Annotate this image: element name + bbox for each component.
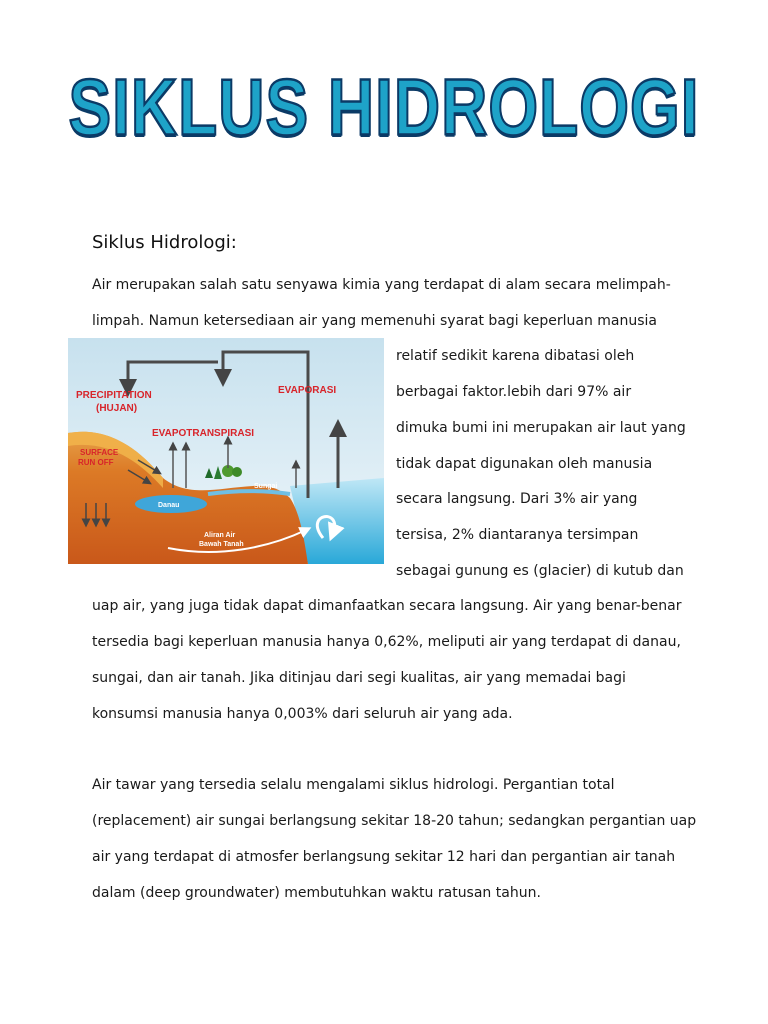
text-line: relatif sedikit karena dibatasi oleh xyxy=(396,348,635,364)
text-line: limpah. Namun ketersediaan air yang memenuhi syarat bagi keperluan manusia xyxy=(92,313,657,329)
section-heading: Siklus Hidrologi: xyxy=(92,232,237,253)
page-title: SIKLUS HIDROLOGI xyxy=(68,62,700,152)
text-line: tersisa, 2% diantaranya tersimpan xyxy=(396,527,639,543)
text-line: air yang terdapat di atmosfer berlangsung sekitar 12 hari dan pergantian air tanah xyxy=(92,849,676,865)
label-evaporasi: EVAPORASI xyxy=(278,385,337,396)
text-line: tersedia bagi keperluan manusia hanya 0,62%, meliputi air yang terdapat di danau, xyxy=(92,634,681,650)
text-line: (replacement) air sungai berlangsung sekitar 18-20 tahun; sedangkan pergantian uap xyxy=(92,813,697,829)
text-line: dalam (deep groundwater) membutuhkan waktu ratusan tahun. xyxy=(92,885,541,901)
label-aliran-air: Aliran Air xyxy=(204,532,236,539)
text-line: uap air, yang juga tidak dapat dimanfaatkan secara langsung. Air yang benar-benar xyxy=(92,598,682,614)
text-line: dimuka bumi ini merupakan air laut yang xyxy=(396,420,686,436)
text-line: Air tawar yang tersedia selalu mengalami siklus hidrologi. Pergantian total xyxy=(92,777,615,793)
label-hujan: (HUJAN) xyxy=(96,403,138,414)
text-line: sungai, dan air tanah. Jika ditinjau dari segi kualitas, air yang memadai bagi xyxy=(92,670,626,686)
text-line: secara langsung. Dari 3% air yang xyxy=(396,491,638,507)
label-precipitation: PRECIPITATION xyxy=(76,390,152,401)
label-surface: SURFACE xyxy=(80,448,119,457)
text-line: berbagai faktor.lebih dari 97% air xyxy=(396,384,632,400)
label-bawah-tanah: Bawah Tanah xyxy=(199,541,244,548)
hydrologic-cycle-diagram xyxy=(68,338,384,564)
label-evapotranspirasi: EVAPOTRANSPIRASI xyxy=(152,428,255,439)
text-line: Air merupakan salah satu senyawa kimia yang terdapat di alam secara melimpah- xyxy=(92,277,671,293)
label-danau: Danau xyxy=(158,502,180,509)
text-line: tidak dapat digunakan oleh manusia xyxy=(396,456,653,472)
label-runoff: RUN OFF xyxy=(78,458,114,467)
text-line: konsumsi manusia hanya 0,003% dari seluruh air yang ada. xyxy=(92,706,513,722)
label-sungai: Sungai xyxy=(254,483,278,490)
text-line: sebagai gunung es (glacier) di kutub dan xyxy=(396,563,684,579)
